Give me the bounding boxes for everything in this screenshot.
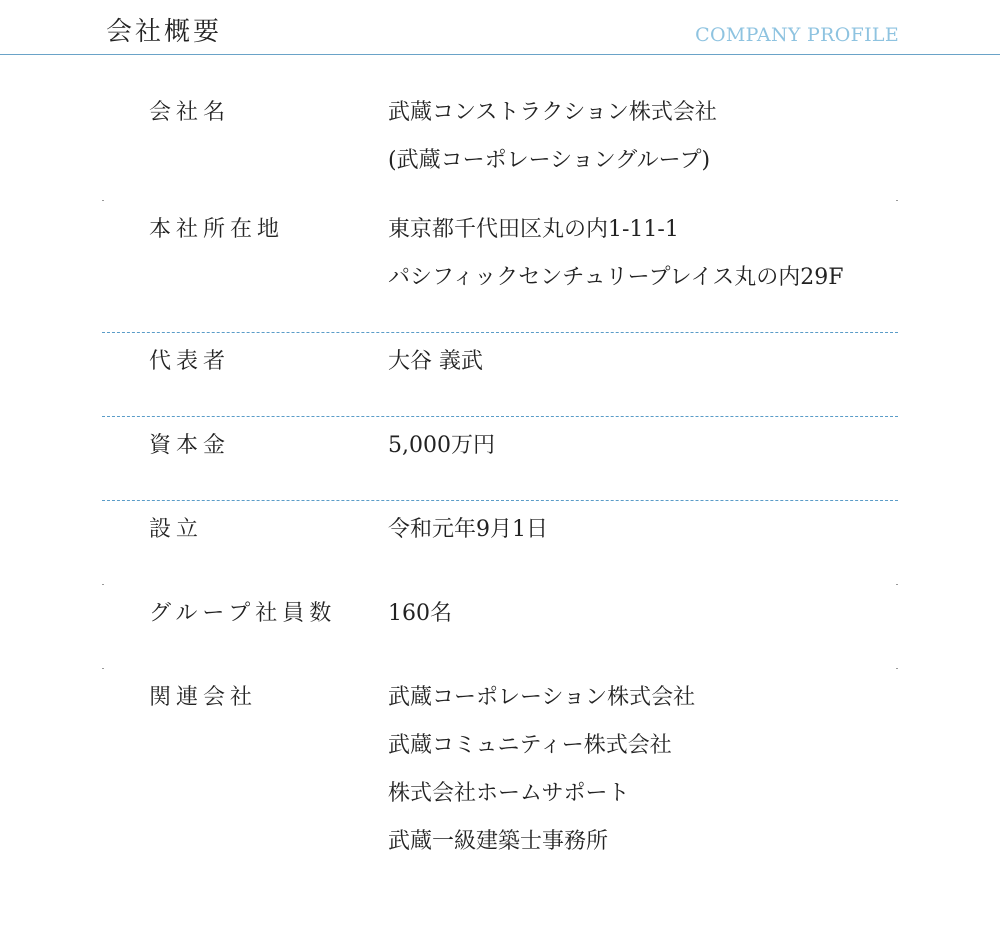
- row-values: [388, 595, 898, 669]
- row-label: 本社所在地: [149, 217, 285, 242]
- row-label: 関連会社: [149, 685, 258, 710]
- profile-row-capital: [102, 417, 898, 501]
- row-value: 5,000万円: [388, 433, 495, 458]
- page-title: 会社概要: [106, 17, 223, 47]
- row-label: 代表者: [149, 349, 231, 374]
- row-value: パシフィックセンチュリープレイス丸の内29F: [388, 265, 844, 290]
- row-value: 大谷 義武: [388, 349, 483, 374]
- row-value: 武蔵コーポレーション株式会社: [388, 685, 696, 710]
- profile-row-employees: [102, 585, 898, 669]
- row-value: 株式会社ホームサポート: [388, 781, 630, 806]
- row-label: 設立: [149, 517, 204, 542]
- page-header: [0, 0, 1000, 55]
- profile-row-affiliates: [102, 669, 898, 889]
- page-subtitle: COMPANY PROFILE: [695, 24, 899, 46]
- row-values: [388, 511, 898, 585]
- row-value: 160名: [388, 601, 452, 626]
- row-values: [388, 94, 898, 201]
- company-profile-table: [102, 84, 898, 889]
- row-value: 武蔵一級建築士事務所: [388, 829, 609, 854]
- row-values: [388, 211, 898, 332]
- profile-row-representative: [102, 333, 898, 417]
- row-value: 東京都千代田区丸の内1-11-1: [388, 217, 679, 242]
- row-value: 武蔵コンストラクション株式会社: [388, 100, 717, 125]
- profile-row-established: [102, 501, 898, 585]
- row-label: 会社名: [149, 100, 231, 125]
- row-value: (武蔵コーポレーショングループ): [388, 148, 711, 173]
- row-values: [388, 343, 898, 416]
- row-values: [388, 427, 898, 500]
- row-values: [388, 679, 898, 889]
- row-label: 資本金: [149, 433, 231, 458]
- row-label: グループ社員数: [149, 601, 337, 626]
- row-value: 武蔵コミュニティー株式会社: [388, 733, 672, 758]
- row-value: 令和元年9月1日: [388, 517, 548, 542]
- profile-row-company-name: [102, 84, 898, 201]
- profile-row-headquarters: [102, 201, 898, 333]
